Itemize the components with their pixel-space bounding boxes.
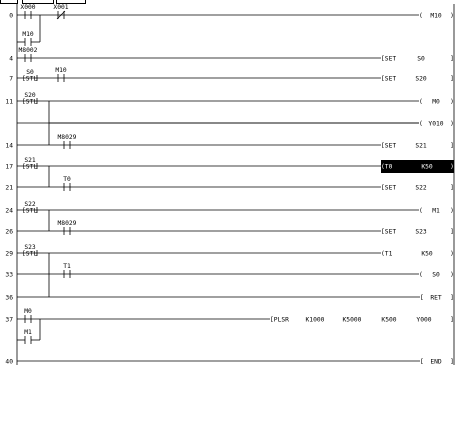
output-arg: K500 [381,316,397,324]
contact-label: M8029 [57,134,77,141]
output-arg: M0 [432,98,440,106]
output-arg: S0 [417,55,425,63]
output-op: ( [419,12,423,20]
output-close: ) [450,163,454,171]
step-number: 0 [9,12,13,20]
contact-label: X000 [20,4,36,11]
step-number: 24 [5,207,13,215]
contact-label: X001 [53,4,69,11]
output-arg: K5000 [342,316,362,324]
output-close: ) [450,250,454,258]
output-arg: END [430,358,442,366]
contact-label: S23 [24,244,36,251]
output-op: (T0 [381,163,393,171]
step-number: 4 [9,55,13,63]
output-close: ] [450,142,454,150]
contact-label: M0 [24,308,32,315]
output-op: [SET [381,228,397,236]
contact-label: S22 [24,201,36,208]
output-close: ] [450,184,454,192]
output-op: ( [419,98,423,106]
output-arg: S21 [415,142,427,150]
step-number: 40 [5,358,13,366]
output-close: ) [450,98,454,106]
output-op: [PLSR [270,316,289,324]
step-number: 11 [5,98,13,106]
contact-label: M10 [55,67,67,74]
output-op: [SET [381,184,397,192]
output-arg: K50 [421,163,433,171]
output-close: ) [450,12,454,20]
step-number: 21 [5,184,13,192]
contact-label: M1 [24,329,32,336]
output-arg: Y010 [428,120,444,128]
step-number: 14 [5,142,13,150]
output-arg: M10 [430,12,442,20]
output-close: ) [450,120,454,128]
step-number: 37 [5,316,13,324]
output-op: [SET [381,55,397,63]
contact-label: M8002 [18,47,38,54]
output-arg: K1000 [305,316,325,324]
contact-label: T1 [63,263,71,270]
stl-symbol: [STL [22,75,38,83]
stl-symbol: [STL [22,250,38,258]
output-arg: S22 [415,184,427,192]
output-close: ] [450,228,454,236]
contact-label: S0 [26,69,34,76]
output-close: ] [450,316,454,324]
step-number: 33 [5,271,13,279]
output-arg: M1 [432,207,440,215]
output-op: ( [419,271,423,279]
output-op: [ [420,358,424,366]
output-arg: RET [430,294,442,302]
step-number: 29 [5,250,13,258]
stl-symbol: [STL [22,98,38,106]
output-close: ) [450,271,454,279]
output-op: (T1 [381,250,393,258]
output-op: [SET [381,142,397,150]
contact-label: M8029 [57,220,77,227]
output-op: ( [419,120,423,128]
step-number: 36 [5,294,13,302]
contact-label: S21 [24,157,36,164]
output-op: ( [419,207,423,215]
output-arg: S20 [415,75,427,83]
step-number: 26 [5,228,13,236]
step-number: 7 [9,75,13,83]
stl-symbol: [STL [22,163,38,171]
step-number: 17 [5,163,13,171]
output-arg: Y000 [416,316,432,324]
output-close: ] [450,358,454,366]
output-op: [ [420,294,424,302]
output-arg: S23 [415,228,427,236]
output-close: ] [450,55,454,63]
output-arg: S0 [432,271,440,279]
output-close: ) [450,207,454,215]
stl-symbol: [STL [22,207,38,215]
output-close: ] [450,75,454,83]
contact-label: M10 [22,31,34,38]
output-close: ] [450,294,454,302]
contact-label: S20 [24,92,36,99]
output-arg: K50 [421,250,433,258]
contact-label: T0 [63,176,71,183]
output-op: [SET [381,75,397,83]
